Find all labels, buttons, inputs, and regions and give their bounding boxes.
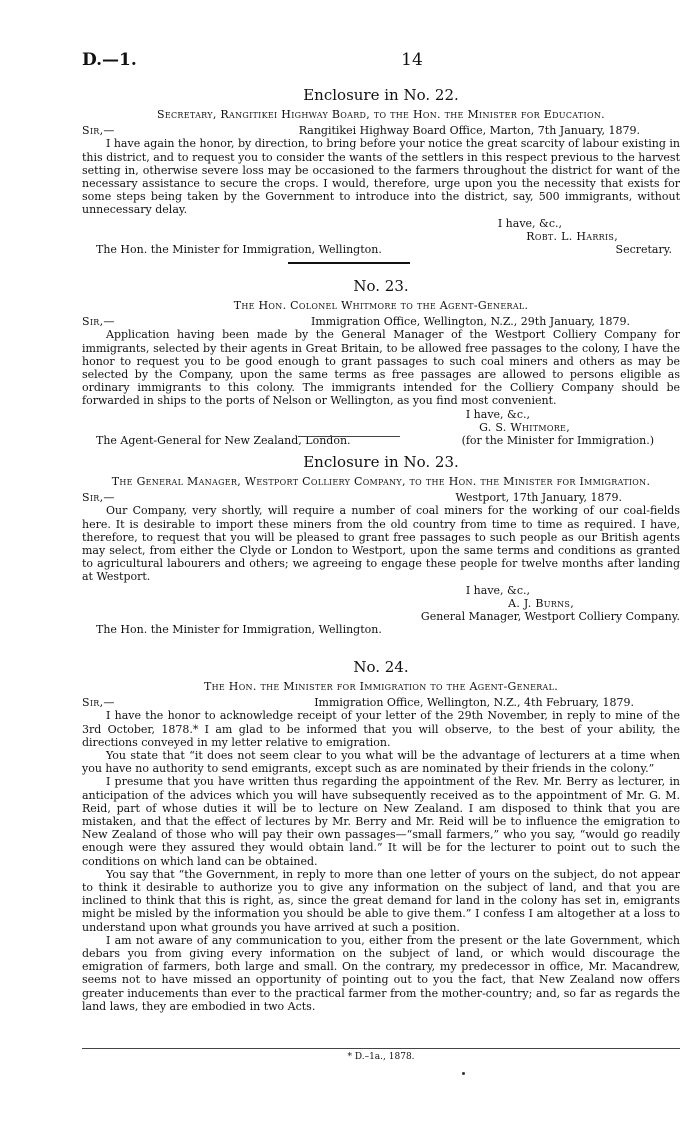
section-divider <box>288 262 410 264</box>
letter-address: The General Manager, Westport Colliery Company, to the Hon. the Minister for Immigration. <box>111 475 651 488</box>
letter-paragraph: You say that “the Government, in reply to more than one letter of yours on the subject, do not appear to think it desirable to authorize you to give any information on the subject of land, and that you are inclined to think that this is right, as, since the great demand for land in the colony has set in, emigrants might be misled by the information you should be able to give them.” I confess I am altogether at a loss to understand upon what grounds you have arrived at such a position. <box>82 867 680 934</box>
salutation: Sir,— <box>82 315 115 329</box>
recipient: The Hon. the Minister for Immigration, Wellington. <box>96 243 382 257</box>
salutation-row <box>82 696 680 709</box>
ink-speck <box>462 1072 465 1075</box>
letter-address: Secretary, Rangitikei Highway Board, to the Hon. the Minister for Education. <box>157 108 605 121</box>
signature: G. S. Whitmore, <box>479 420 570 434</box>
page-header <box>82 50 682 74</box>
letter-body: Application having been made by the General Manager of the Westport Colliery Company for immigrants, selected by their agents in Great Britain, to be allowed free passages to the colony, I have the honor to request you to be good enough to grant passages to such coal miners and others as may be selected by the Company, upon the same terms as free passages are allowed to persons eligible as ordinary immigrants to this colony. The immigrants intended for the Colliery Company should be forwarded in ships to the ports of Nelson or Wellington, as you find most convenient. <box>82 328 680 408</box>
enclosure-23 <box>82 453 680 636</box>
footnote: * D.–1a., 1878. <box>347 1052 415 1062</box>
salutation-row <box>82 315 680 328</box>
letter-location: Immigration Office, Wellington, N.Z., 29th January, 1879. <box>310 315 630 329</box>
section-heading: No. 24. <box>353 658 409 676</box>
section-heading: Enclosure in No. 23. <box>303 453 459 471</box>
salutation: Sir,— <box>82 124 115 138</box>
section-heading: Enclosure in No. 22. <box>303 86 459 104</box>
letter-paragraph: I presume that you have written thus regarding the appointment of the Rev. Mr. Berry as lecturer, in anticipation of the advices which you will have subsequently received as to the appointment of Mr. G. M. Reid, part of whose duties it will be to lecture on New Zealand. I am disposed to think that you are mistaken, and that the effect of lectures by Mr. Berry and Mr. Reid will be to influence the emigration to New Zealand of those who will pay their own passages—“small farmers,” who you say, “would go readily enough were they assured they would obtain land.” It will be for the lecturer to point out to such the conditions on which land can be obtained. <box>82 775 680 868</box>
page-number: 14 <box>401 50 423 70</box>
enclosure-22 <box>82 86 680 256</box>
signature: A. J. Burns, <box>508 596 574 610</box>
letter-location: Westport, 17th January, 1879. <box>455 491 622 505</box>
letter-body: Our Company, very shortly, will require a number of coal miners for the working of our coal-fields here. It is desirable to import these miners from the old country from time to time as required. I have, therefore, to request that you will be pleased to grant free passages to such people as our British agents may select, from either the Clyde or London to Westport, upon the same terms and conditions as granted to agricultural labourers and others; we agreeing to engage these people for twelve months after landing at Westport. <box>82 504 680 584</box>
recipient: The Hon. the Minister for Immigration, Wellington. <box>96 623 382 637</box>
letter-address: The Hon. the Minister for Immigration to the Agent-General. <box>203 680 559 693</box>
letter-location: Immigration Office, Wellington, N.Z., 4th February, 1879. <box>314 696 634 710</box>
footnote-rule <box>82 1048 680 1049</box>
salutation-row <box>82 491 680 504</box>
salutation: Sir,— <box>82 696 115 710</box>
letter-no-24 <box>82 658 680 1013</box>
letter-location: Rangitikei Highway Board Office, Marton, 7th January, 1879. <box>298 124 640 138</box>
letter-body: I have again the honor, by direction, to bring before your notice the great scarcity of labour existing in this district, and to request you to consider the wants of the settlers in this respect previous to the harvest setting in, otherwise severe loss may be occasioned to the farmers throughout the district for want of the necessary assistance to secure the crops. I would, therefore, urge upon you the necessity that exists for some steps being taken by the Government to introduce into the district, say, 500 immigrants, without unnecessary delay. <box>82 137 680 217</box>
signer-title: (for the Minister for Immigration.) <box>461 434 654 448</box>
document-reference: D.—1. <box>82 50 137 70</box>
signer-title: Secretary. <box>615 243 672 257</box>
letter-closing: I have, &c., <box>465 407 530 421</box>
recipient: The Agent-General for New Zealand, London. <box>96 434 351 448</box>
letter-no-23 <box>82 277 680 447</box>
signature: Robt. L. Harris, <box>526 229 618 243</box>
section-divider <box>298 436 400 437</box>
section-heading: No. 23. <box>353 277 409 295</box>
signer-title: General Manager, Westport Colliery Company. <box>420 610 680 624</box>
letter-paragraph: I am not aware of any communication to you, either from the present or the late Government, which debars you from giving every information on the subject of land, or which would discourage the emigration of farmers, both large and small. On the contrary, my predecessor in office, Mr. Macandrew, seems not to have missed an opportunity of pointing out to you the fact, that New Zealand now offers greater inducements than ever to the practical farmer from the mother-country; and, so far as regards the land laws, they are embodied in two Acts. <box>82 933 680 1013</box>
recipient-row <box>82 243 680 256</box>
letter-closing: I have, &c., <box>465 583 530 597</box>
salutation-row <box>82 124 680 137</box>
salutation: Sir,— <box>82 491 115 505</box>
letter-address: The Hon. Colonel Whitmore to the Agent-General. <box>233 299 529 312</box>
letter-paragraph: I have the honor to acknowledge receipt of your letter of the 29th November, in reply to mine of the 3rd October, 1878.* I am glad to be informed that you will observe, to the best of your ability, the directions conveyed in my letter relative to emigration. <box>82 709 680 749</box>
letter-closing: I have, &c., <box>497 216 562 230</box>
letter-paragraph: You state that “it does not seem clear to you what will be the advantage of lecturers at a time when you have no authority to send emigrants, except such as are nominated by their friends in the colony.” <box>82 749 680 776</box>
